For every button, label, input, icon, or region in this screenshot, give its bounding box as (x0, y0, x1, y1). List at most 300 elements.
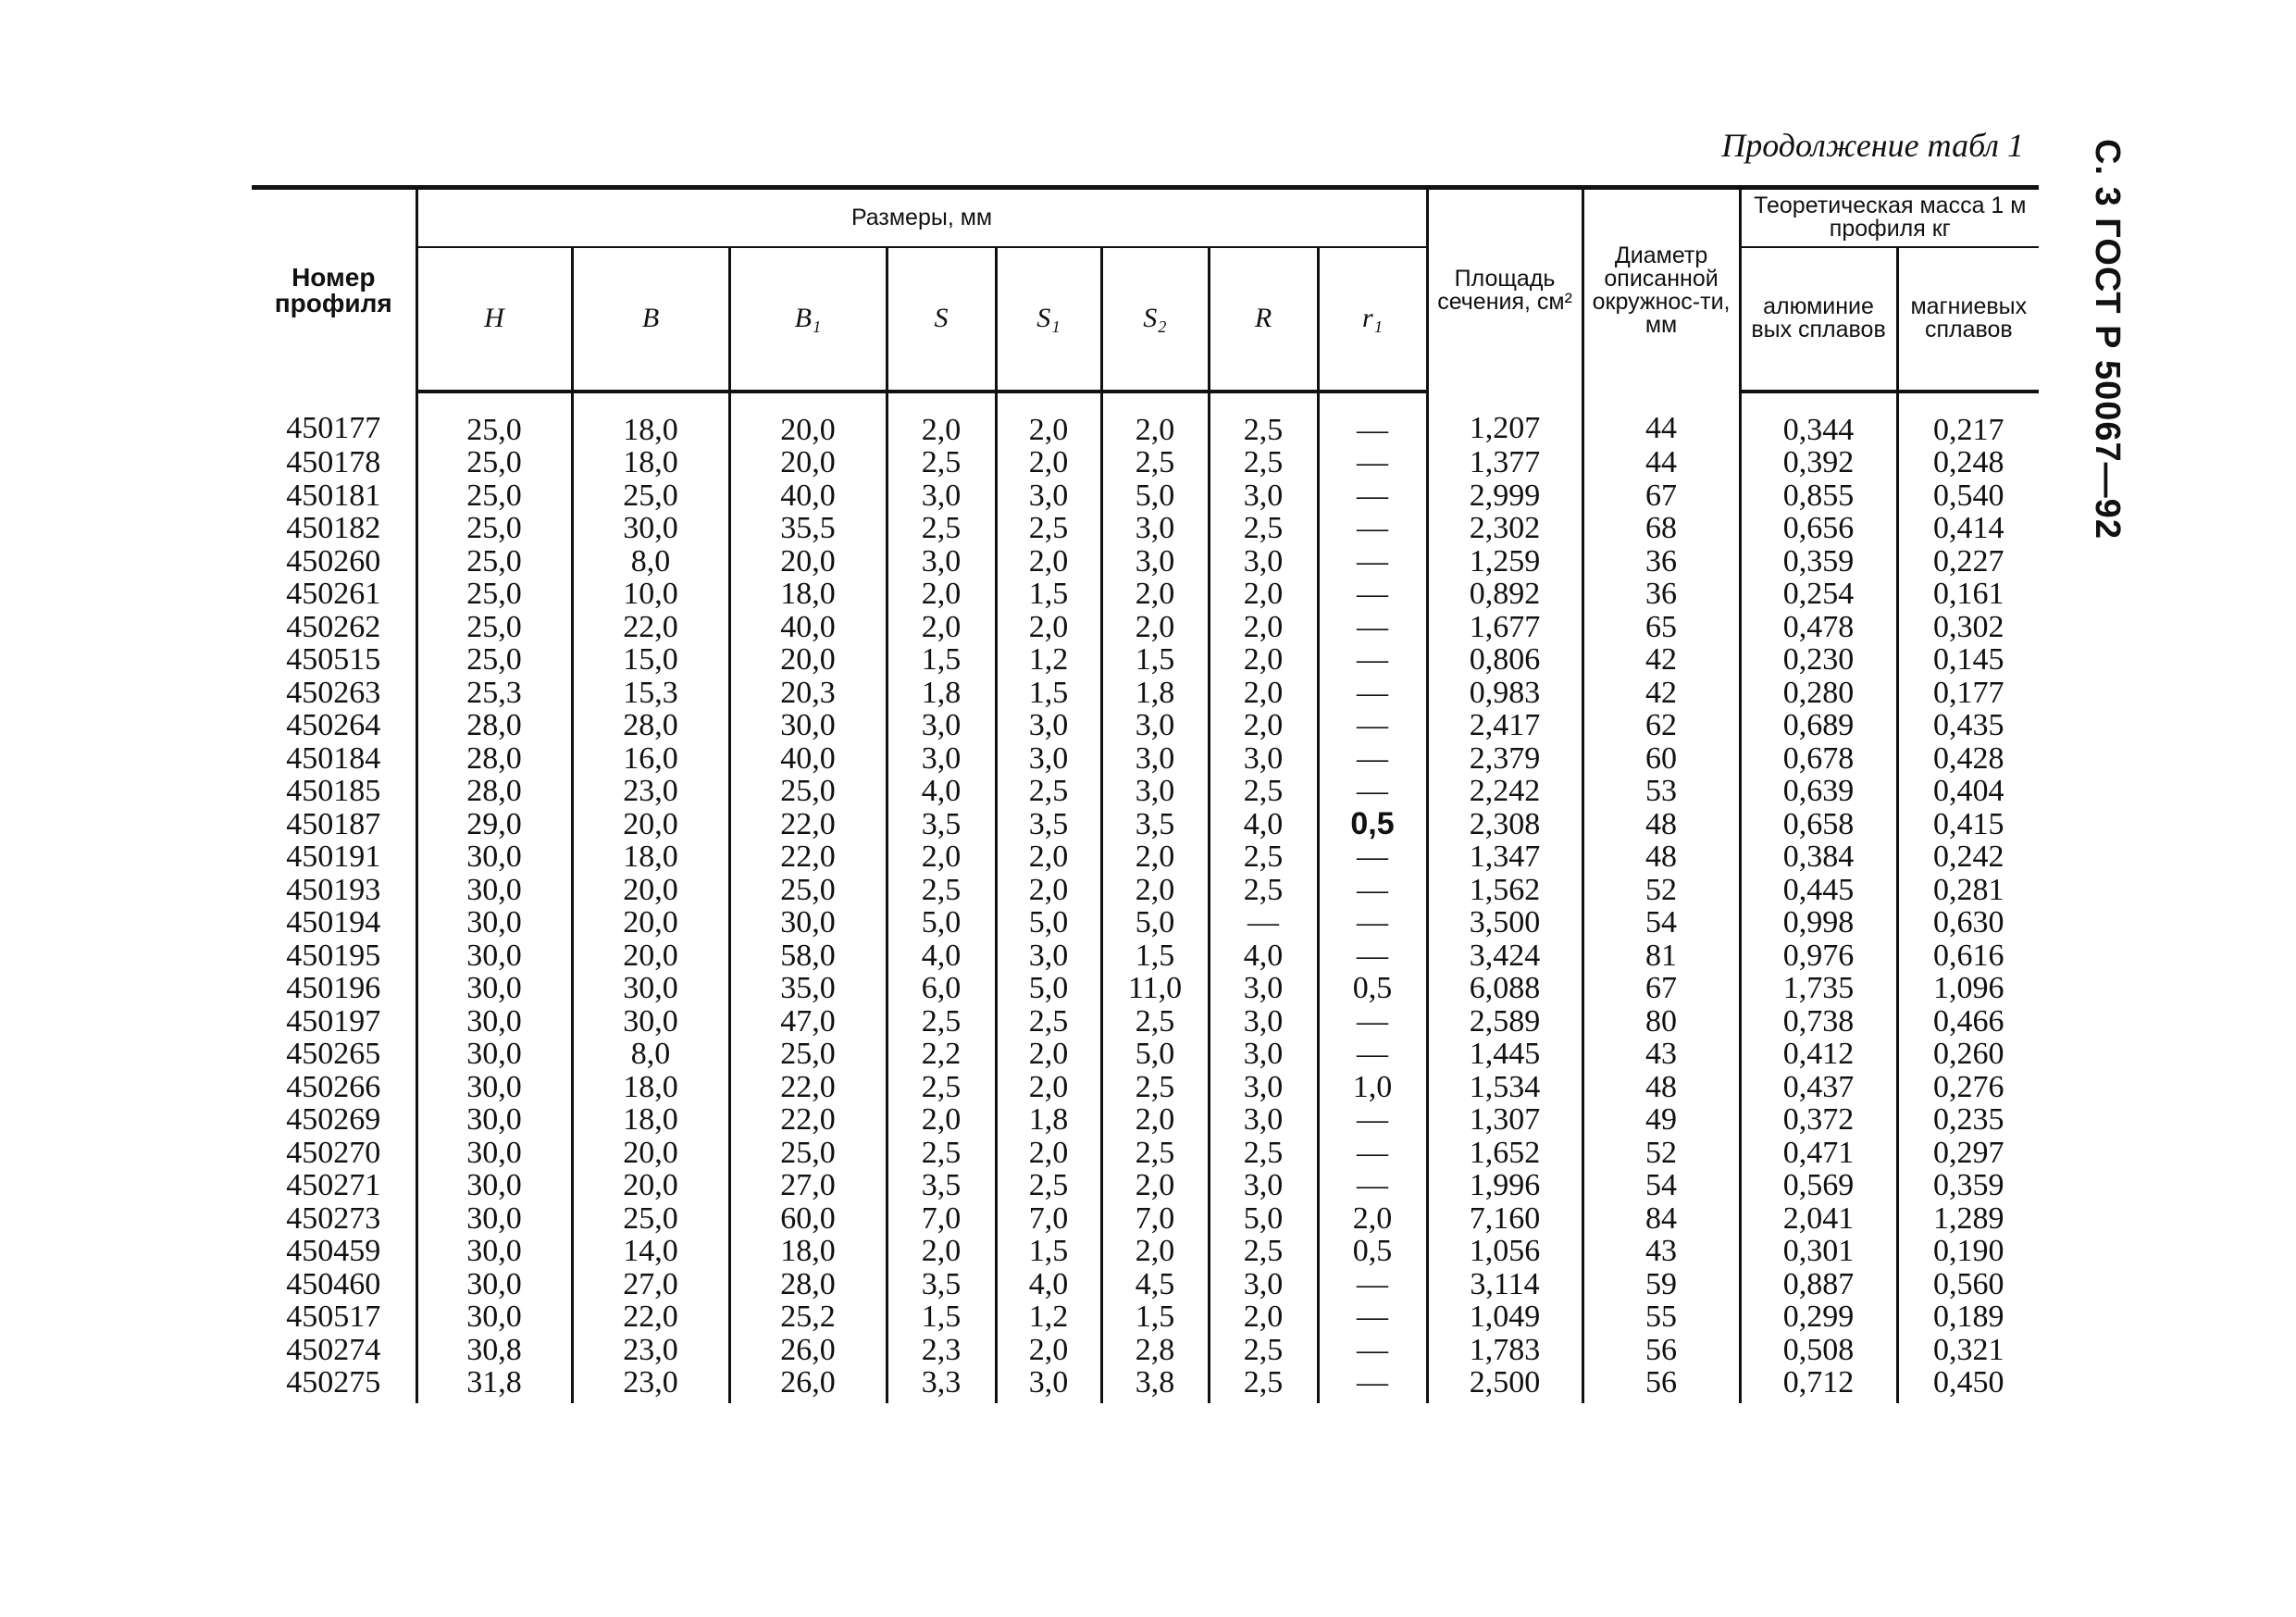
cell-S2: 2,0 (1101, 1235, 1209, 1268)
cell-R: 3,0 (1209, 1071, 1318, 1104)
cell-mass-aluminium: 1,735 (1740, 972, 1897, 1005)
cell-H: 25,0 (416, 512, 572, 545)
cell-S2: 7,0 (1101, 1202, 1209, 1236)
cell-R: 2,0 (1209, 578, 1318, 611)
cell-profile-number: 450264 (286, 708, 381, 742)
cell-B1: 18,0 (729, 1235, 887, 1268)
cell-profile-number: 450265 (286, 1037, 381, 1071)
table-row (252, 1169, 2039, 1202)
table-row (252, 1202, 2039, 1236)
cell-profile-number: 450460 (286, 1266, 381, 1301)
cell-S: 7,0 (887, 1202, 996, 1236)
cell-mass-magnesium: 0,450 (1897, 1366, 2039, 1403)
cell-H: 25,0 (416, 392, 572, 447)
cell-B: 18,0 (572, 1103, 729, 1137)
cell-area: 1,259 (1427, 545, 1582, 578)
cell-mass-magnesium: 0,414 (1897, 512, 2039, 545)
cell-profile-number: 450269 (286, 1102, 381, 1137)
cell-S: 4,0 (887, 775, 996, 808)
header-col-S: S (887, 247, 996, 392)
cell-area: 1,049 (1427, 1300, 1582, 1334)
cell-S2: 2,5 (1101, 1071, 1209, 1104)
cell-r1: — (1318, 1005, 1427, 1039)
cell-r1: — (1318, 446, 1427, 479)
cell-area: 3,424 (1427, 939, 1582, 973)
cell-S2: 2,0 (1101, 611, 1209, 644)
cell-S: 1,5 (887, 643, 996, 677)
cell-S1: 2,5 (996, 1169, 1101, 1202)
cell-area: 2,242 (1427, 775, 1582, 808)
cell-area: 0,892 (1427, 578, 1582, 611)
cell-S1: 1,2 (996, 1300, 1101, 1334)
cell-B1: 28,0 (729, 1268, 887, 1301)
cell-S: 2,0 (887, 392, 996, 447)
cell-S: 3,5 (887, 1268, 996, 1301)
cell-profile-number: 450261 (286, 577, 381, 611)
cell-B: 14,0 (572, 1235, 729, 1268)
cell-S: 2,5 (887, 446, 996, 479)
cell-diameter: 43 (1582, 1235, 1740, 1268)
cell-B1: 47,0 (729, 1005, 887, 1039)
cell-B1: 40,0 (729, 742, 887, 776)
cell-r1: 1,0 (1318, 1071, 1427, 1104)
cell-mass-aluminium: 2,041 (1740, 1202, 1897, 1236)
cell-S: 1,5 (887, 1300, 996, 1334)
cell-mass-magnesium: 0,161 (1897, 578, 2039, 611)
cell-B: 18,0 (572, 392, 729, 447)
cell-S1: 2,0 (996, 446, 1101, 479)
table-row (252, 1038, 2039, 1071)
cell-S: 3,5 (887, 1169, 996, 1202)
cell-r1: 0,5 (1318, 972, 1427, 1005)
cell-area: 1,207 (1427, 392, 1582, 447)
cell-B: 18,0 (572, 840, 729, 874)
cell-area: 2,302 (1427, 512, 1582, 545)
header-sizes-group: Размеры, мм (416, 188, 1427, 247)
cell-mass-magnesium: 0,260 (1897, 1038, 2039, 1071)
cell-H: 25,0 (416, 643, 572, 677)
cell-mass-aluminium: 0,887 (1740, 1268, 1897, 1301)
cell-S1: 2,0 (996, 611, 1101, 644)
cell-r1: — (1318, 512, 1427, 545)
table-row (252, 392, 2039, 447)
header-area: Площадь сечения, см² (1427, 188, 1582, 392)
cell-profile-number: 450266 (286, 1069, 381, 1104)
table-row (252, 512, 2039, 545)
cell-mass-magnesium: 0,466 (1897, 1005, 2039, 1039)
cell-mass-magnesium: 0,404 (1897, 775, 2039, 808)
cell-profile-number: 450184 (286, 740, 381, 776)
cell-B: 25,0 (572, 1202, 729, 1236)
cell-S2: 5,0 (1101, 479, 1209, 513)
cell-B1: 25,0 (729, 1038, 887, 1071)
cell-H: 25,0 (416, 578, 572, 611)
table-row (252, 709, 2039, 742)
cell-H: 29,0 (416, 808, 572, 841)
cell-R: 3,0 (1209, 742, 1318, 776)
header-col-S1: S₁ (996, 247, 1101, 392)
cell-H: 30,0 (416, 1300, 572, 1334)
cell-H: 30,0 (416, 972, 572, 1005)
cell-area: 3,500 (1427, 906, 1582, 939)
cell-H: 30,0 (416, 1103, 572, 1137)
cell-mass-magnesium: 0,235 (1897, 1103, 2039, 1137)
cell-profile-number: 450459 (286, 1234, 381, 1268)
table-row (252, 446, 2039, 479)
cell-R: 2,5 (1209, 874, 1318, 907)
cell-profile-number: 450271 (286, 1168, 381, 1202)
cell-S: 5,0 (887, 906, 996, 939)
cell-r1: 2,0 (1318, 1202, 1427, 1236)
cell-B1: 40,0 (729, 479, 887, 513)
table-row (252, 840, 2039, 874)
cell-B1: 25,2 (729, 1300, 887, 1334)
cell-r1: — (1318, 742, 1427, 776)
table-row (252, 1300, 2039, 1334)
header-col-S2: S₂ (1101, 247, 1209, 392)
cell-profile-number: 450182 (286, 511, 381, 545)
cell-S: 2,3 (887, 1334, 996, 1367)
table-row (252, 1334, 2039, 1367)
cell-mass-aluminium: 0,372 (1740, 1103, 1897, 1137)
header-diameter: Диаметр описанной окружнос-ти, мм (1582, 188, 1740, 392)
cell-mass-aluminium: 0,998 (1740, 906, 1897, 939)
cell-H: 30,0 (416, 1038, 572, 1071)
cell-diameter: 54 (1582, 1169, 1740, 1202)
cell-mass-aluminium: 0,392 (1740, 446, 1897, 479)
cell-mass-aluminium: 0,230 (1740, 643, 1897, 677)
table-row (252, 1235, 2039, 1268)
table-row (252, 545, 2039, 578)
cell-S1: 1,5 (996, 677, 1101, 710)
cell-area: 0,806 (1427, 643, 1582, 677)
cell-r1: — (1318, 840, 1427, 874)
cell-profile-number: 450275 (286, 1365, 381, 1399)
cell-B1: 30,0 (729, 906, 887, 939)
cell-profile-number: 450191 (286, 840, 381, 874)
cell-H: 30,0 (416, 939, 572, 973)
cell-profile-number: 450177 (286, 410, 381, 445)
cell-r1: — (1318, 1103, 1427, 1137)
cell-B1: 22,0 (729, 1103, 887, 1137)
cell-S2: 3,5 (1101, 808, 1209, 841)
cell-mass-aluminium: 0,689 (1740, 709, 1897, 742)
table-row (252, 677, 2039, 710)
cell-H: 30,8 (416, 1334, 572, 1367)
cell-B1: 22,0 (729, 1071, 887, 1104)
cell-mass-magnesium: 0,242 (1897, 840, 2039, 874)
cell-R: 2,0 (1209, 709, 1318, 742)
cell-area: 6,088 (1427, 972, 1582, 1005)
cell-profile-number: 450196 (286, 971, 381, 1005)
cell-diameter: 56 (1582, 1366, 1740, 1403)
cell-r1: 0,5 (1318, 808, 1427, 841)
table-row (252, 906, 2039, 939)
cell-S: 3,0 (887, 709, 996, 742)
cell-S2: 5,0 (1101, 1038, 1209, 1071)
cell-mass-aluminium: 0,344 (1740, 392, 1897, 447)
header-mass-magnesium: магниевых сплавов (1897, 247, 2039, 392)
header-col-B1: B₁ (729, 247, 887, 392)
cell-R: 5,0 (1209, 1202, 1318, 1236)
cell-r1: — (1318, 874, 1427, 907)
cell-mass-magnesium: 0,616 (1897, 939, 2039, 973)
cell-B1: 35,5 (729, 512, 887, 545)
cell-S2: 2,0 (1101, 1169, 1209, 1202)
cell-mass-aluminium: 0,855 (1740, 479, 1897, 513)
cell-diameter: 43 (1582, 1038, 1740, 1071)
cell-S2: 2,5 (1101, 1005, 1209, 1039)
cell-R: 4,0 (1209, 808, 1318, 841)
cell-H: 30,0 (416, 840, 572, 874)
cell-area: 1,534 (1427, 1071, 1582, 1104)
cell-S2: 2,0 (1101, 1103, 1209, 1137)
cell-mass-aluminium: 0,639 (1740, 775, 1897, 808)
cell-diameter: 44 (1582, 446, 1740, 479)
cell-mass-magnesium: 0,145 (1897, 643, 2039, 677)
cell-mass-magnesium: 0,248 (1897, 446, 2039, 479)
cell-B: 20,0 (572, 939, 729, 973)
cell-B1: 22,0 (729, 840, 887, 874)
cell-R: 2,5 (1209, 1334, 1318, 1367)
header-col-R: R (1209, 247, 1318, 392)
cell-r1: — (1318, 1169, 1427, 1202)
cell-diameter: 60 (1582, 742, 1740, 776)
cell-R: 4,0 (1209, 939, 1318, 973)
cell-B1: 25,0 (729, 775, 887, 808)
cell-area: 2,308 (1427, 808, 1582, 841)
cell-r1: — (1318, 392, 1427, 447)
cell-S1: 1,2 (996, 643, 1101, 677)
cell-S1: 1,8 (996, 1103, 1101, 1137)
cell-H: 25,3 (416, 677, 572, 710)
cell-B1: 27,0 (729, 1169, 887, 1202)
table-row (252, 479, 2039, 513)
cell-r1: 0,5 (1318, 1235, 1427, 1268)
cell-profile-number: 450181 (286, 478, 381, 513)
cell-mass-magnesium: 0,189 (1897, 1300, 2039, 1334)
cell-mass-magnesium: 0,630 (1897, 906, 2039, 939)
table-row (252, 972, 2039, 1005)
cell-S2: 4,5 (1101, 1268, 1209, 1301)
cell-B: 30,0 (572, 512, 729, 545)
cell-mass-magnesium: 0,297 (1897, 1137, 2039, 1170)
cell-r1: — (1318, 545, 1427, 578)
cell-B1: 22,0 (729, 808, 887, 841)
cell-S1: 5,0 (996, 972, 1101, 1005)
cell-S2: 1,5 (1101, 939, 1209, 973)
profile-table (252, 185, 2039, 1403)
cell-diameter: 84 (1582, 1202, 1740, 1236)
header-mass-aluminium: алюминие вых сплавов (1740, 247, 1897, 392)
cell-area: 1,056 (1427, 1235, 1582, 1268)
cell-B1: 35,0 (729, 972, 887, 1005)
header-col-B: B (572, 247, 729, 392)
cell-B: 25,0 (572, 479, 729, 513)
cell-B: 20,0 (572, 1137, 729, 1170)
cell-mass-magnesium: 0,359 (1897, 1169, 2039, 1202)
cell-diameter: 42 (1582, 643, 1740, 677)
cell-S: 2,5 (887, 512, 996, 545)
cell-S2: 2,5 (1101, 1137, 1209, 1170)
cell-B1: 18,0 (729, 578, 887, 611)
cell-r1: — (1318, 677, 1427, 710)
cell-mass-aluminium: 0,445 (1740, 874, 1897, 907)
cell-B: 20,0 (572, 906, 729, 939)
cell-area: 2,500 (1427, 1366, 1582, 1403)
cell-S2: 2,0 (1101, 874, 1209, 907)
cell-area: 2,379 (1427, 742, 1582, 776)
cell-R: 2,5 (1209, 446, 1318, 479)
cell-area: 7,160 (1427, 1202, 1582, 1236)
cell-mass-aluminium: 0,658 (1740, 808, 1897, 841)
cell-mass-magnesium: 0,281 (1897, 874, 2039, 907)
cell-B1: 20,0 (729, 392, 887, 447)
cell-mass-aluminium: 0,280 (1740, 677, 1897, 710)
cell-S1: 2,0 (996, 874, 1101, 907)
cell-mass-aluminium: 0,478 (1740, 611, 1897, 644)
cell-S1: 4,0 (996, 1268, 1101, 1301)
cell-B: 28,0 (572, 709, 729, 742)
cell-mass-magnesium: 0,227 (1897, 545, 2039, 578)
cell-diameter: 52 (1582, 1137, 1740, 1170)
cell-S: 3,5 (887, 808, 996, 841)
cell-diameter: 44 (1582, 392, 1740, 447)
cell-B1: 30,0 (729, 709, 887, 742)
header-col-H: H (416, 247, 572, 392)
cell-S2: 3,0 (1101, 512, 1209, 545)
cell-r1: — (1318, 1137, 1427, 1170)
cell-mass-aluminium: 0,738 (1740, 1005, 1897, 1039)
cell-R: — (1209, 906, 1318, 939)
cell-diameter: 52 (1582, 874, 1740, 907)
cell-r1: — (1318, 611, 1427, 644)
cell-H: 25,0 (416, 611, 572, 644)
cell-R: 3,0 (1209, 479, 1318, 513)
cell-B: 20,0 (572, 874, 729, 907)
cell-H: 30,0 (416, 1005, 572, 1039)
cell-S1: 5,0 (996, 906, 1101, 939)
cell-mass-aluminium: 0,301 (1740, 1235, 1897, 1268)
cell-mass-magnesium: 0,415 (1897, 808, 2039, 841)
cell-H: 30,0 (416, 1169, 572, 1202)
table-row (252, 1005, 2039, 1039)
cell-S2: 3,8 (1101, 1366, 1209, 1403)
cell-diameter: 67 (1582, 479, 1740, 513)
cell-S: 2,2 (887, 1038, 996, 1071)
standard-label: С. 3 ГОСТ Р 50067—92 (2088, 139, 2127, 540)
cell-profile-number: 450263 (286, 675, 381, 710)
table-row (252, 1071, 2039, 1104)
cell-area: 1,445 (1427, 1038, 1582, 1071)
cell-B: 22,0 (572, 611, 729, 644)
cell-area: 2,417 (1427, 709, 1582, 742)
cell-mass-aluminium: 0,254 (1740, 578, 1897, 611)
cell-r1: — (1318, 775, 1427, 808)
cell-mass-magnesium: 0,435 (1897, 709, 2039, 742)
cell-r1: — (1318, 578, 1427, 611)
cell-H: 30,0 (416, 906, 572, 939)
cell-area: 0,983 (1427, 677, 1582, 710)
cell-S: 3,0 (887, 545, 996, 578)
cell-S: 6,0 (887, 972, 996, 1005)
cell-B1: 20,0 (729, 545, 887, 578)
cell-H: 31,8 (416, 1366, 572, 1403)
cell-R: 3,0 (1209, 1038, 1318, 1071)
cell-mass-aluminium: 0,437 (1740, 1071, 1897, 1104)
cell-H: 30,0 (416, 1202, 572, 1236)
cell-B1: 60,0 (729, 1202, 887, 1236)
cell-r1: — (1318, 1334, 1427, 1367)
cell-profile-number: 450274 (286, 1332, 381, 1367)
table-body (252, 392, 2039, 1403)
cell-diameter: 56 (1582, 1334, 1740, 1367)
cell-mass-magnesium: 0,190 (1897, 1235, 2039, 1268)
cell-S: 3,0 (887, 479, 996, 513)
cell-R: 3,0 (1209, 1268, 1318, 1301)
cell-B: 30,0 (572, 972, 729, 1005)
table-row (252, 939, 2039, 973)
cell-S1: 1,5 (996, 578, 1101, 611)
cell-B: 15,3 (572, 677, 729, 710)
cell-B1: 20,0 (729, 643, 887, 677)
cell-mass-magnesium: 0,276 (1897, 1071, 2039, 1104)
cell-area: 1,562 (1427, 874, 1582, 907)
cell-S2: 2,0 (1101, 578, 1209, 611)
cell-diameter: 42 (1582, 677, 1740, 710)
cell-area: 2,589 (1427, 1005, 1582, 1039)
cell-R: 2,5 (1209, 392, 1318, 447)
cell-S: 2,5 (887, 874, 996, 907)
cell-B: 27,0 (572, 1268, 729, 1301)
cell-area: 1,377 (1427, 446, 1582, 479)
cell-S1: 1,5 (996, 1235, 1101, 1268)
cell-R: 2,0 (1209, 611, 1318, 644)
cell-H: 25,0 (416, 545, 572, 578)
cell-B: 20,0 (572, 808, 729, 841)
cell-profile-number: 450194 (286, 905, 381, 939)
cell-S1: 2,5 (996, 512, 1101, 545)
cell-mass-aluminium: 0,299 (1740, 1300, 1897, 1334)
cell-mass-magnesium: 0,321 (1897, 1334, 2039, 1367)
cell-H: 28,0 (416, 709, 572, 742)
cell-B: 8,0 (572, 1038, 729, 1071)
cell-R: 2,5 (1209, 512, 1318, 545)
cell-profile-number: 450178 (286, 445, 381, 479)
table-row (252, 1268, 2039, 1301)
cell-profile-number: 450270 (286, 1135, 381, 1170)
cell-r1: — (1318, 939, 1427, 973)
cell-r1: — (1318, 643, 1427, 677)
cell-area: 1,996 (1427, 1169, 1582, 1202)
cell-area: 2,999 (1427, 479, 1582, 513)
cell-S1: 2,0 (996, 1038, 1101, 1071)
cell-mass-magnesium: 1,289 (1897, 1202, 2039, 1236)
cell-mass-aluminium: 0,412 (1740, 1038, 1897, 1071)
cell-profile-number: 450187 (286, 806, 381, 841)
cell-B: 22,0 (572, 1300, 729, 1334)
cell-B: 23,0 (572, 1366, 729, 1403)
cell-r1: — (1318, 1300, 1427, 1334)
cell-diameter: 36 (1582, 545, 1740, 578)
cell-S1: 2,0 (996, 545, 1101, 578)
cell-R: 2,5 (1209, 1366, 1318, 1403)
cell-R: 2,5 (1209, 840, 1318, 874)
cell-S1: 2,0 (996, 1137, 1101, 1170)
cell-B1: 26,0 (729, 1366, 887, 1403)
cell-S1: 3,0 (996, 742, 1101, 776)
cell-profile-number: 450515 (286, 642, 381, 677)
